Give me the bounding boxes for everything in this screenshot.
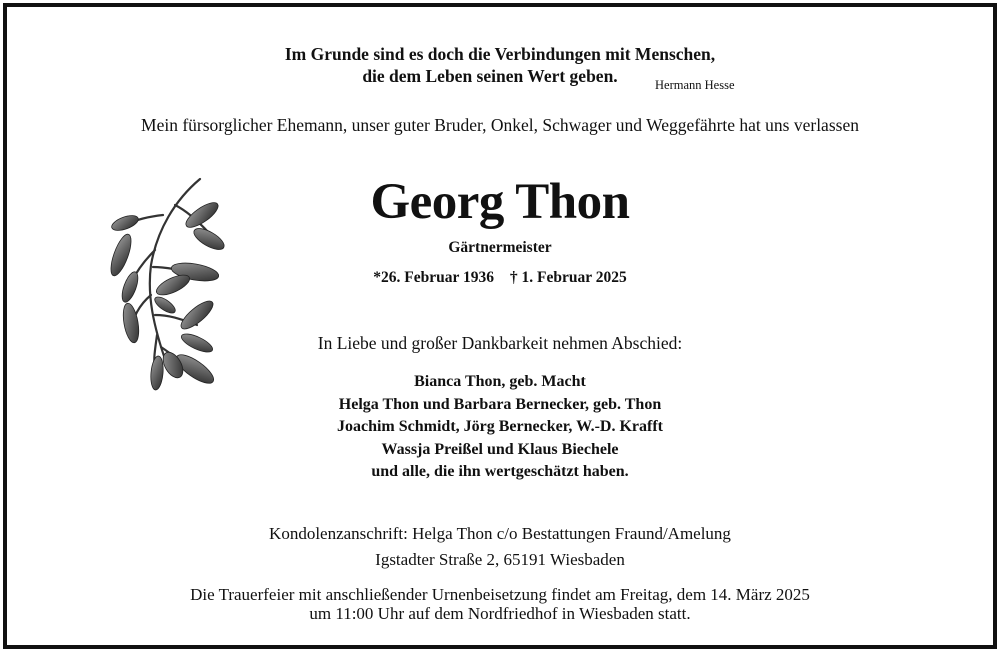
mourner-line: Wassja Preißel und Klaus Biechele: [381, 440, 619, 458]
farewell-text: In Liebe und großer Dankbarkeit nehmen Abschied:: [317, 333, 683, 353]
address-line-1: Kondolenzanschrift: Helga Thon c/o Bestattungen Fraund/Amelung: [269, 524, 731, 543]
birth-date: *26. Februar 1936: [373, 269, 494, 286]
life-dates: [7, 269, 993, 287]
condolence-address: [7, 521, 993, 573]
mourner-line: Joachim Schmidt, Jörg Bernecker, W.-D. Krafft: [336, 418, 664, 435]
intro-text: Mein fürsorglicher Ehemann, unser guter Bruder, Onkel, Schwager und Weggefährte hat uns verlassen: [141, 115, 859, 135]
address-line-2: Igstadter Straße 2, 65191 Wiesbaden: [375, 550, 625, 569]
mourner-line: Bianca Thon, geb. Macht: [414, 373, 586, 390]
quote-line-1: Im Grunde sind es doch die Verbindungen mit Menschen,: [284, 44, 716, 64]
mourners-list: [7, 371, 993, 484]
ceremony-info: [7, 585, 993, 623]
quote: [7, 43, 993, 87]
quote-line-2: die dem Leben seinen Wert geben.: [362, 66, 618, 86]
obituary-frame: [3, 3, 997, 649]
mourner-line: und alle, die ihn wertgeschätzt haben.: [371, 463, 629, 480]
ceremony-line-1: Die Trauerfeier mit anschließender Urnenbeisetzung findet am Freitag, dem 14. März 2025: [190, 585, 810, 604]
death-date: † 1. Februar 2025: [509, 269, 627, 286]
deceased-profession: Gärtnermeister: [448, 239, 552, 256]
ceremony-line-2: um 11:00 Uhr auf dem Nordfriedhof in Wiesbaden statt.: [309, 604, 691, 623]
quote-author: Hermann Hesse: [655, 78, 735, 92]
deceased-name: Georg Thon: [370, 174, 630, 230]
mourner-line: Helga Thon und Barbara Bernecker, geb. Thon: [338, 395, 662, 413]
